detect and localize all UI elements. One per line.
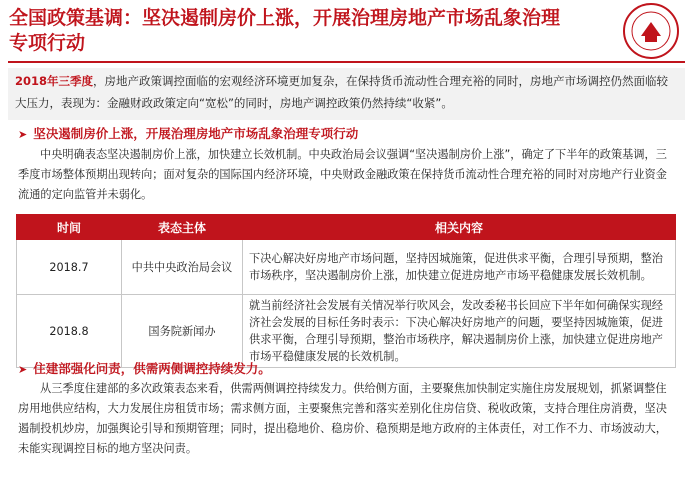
page-title <box>9 6 609 56</box>
table-row <box>17 240 676 295</box>
table-header-time: 时间 <box>17 215 122 240</box>
table-header-row <box>17 215 676 240</box>
table-header-body: 表态主体 <box>122 215 243 240</box>
section2-paragraph: 从三季度住建部的多次政策表态来看，供需两侧调控持续发力。供给侧方面，主要聚焦加快制定实施住房发展规划，抓紧调整住房用地供应结构，大力发展住房租赁市场；需求侧方面，主要聚焦完善和落实差别化住房信贷、税收政策，支持合理住房消费，坚决遏制投机炒房，加强舆论引导和预期管理；同时，提出稳地价、稳房价、稳预期是地方政府的主体责任，对工作不力、市场波动大，未能实现调控目标的地方坚决问责。 <box>18 382 667 455</box>
table-cell-content: 下决心解决好房地产市场问题，坚持因城施策，促进供求平衡，合理引导预期，整治市场秩序，坚决遏制房价上涨，加快建立促进房地产市场平稳健康发展长效机制。 <box>243 240 676 295</box>
section2-heading-text: 住建部强化问责，供需两侧调控持续发力。 <box>33 361 271 376</box>
section1-heading-text: 坚决遏制房价上涨，开展治理房地产市场乱象治理专项行动 <box>33 126 359 141</box>
table-cell-body: 中共中央政治局会议 <box>122 240 243 295</box>
section1-heading <box>18 125 358 144</box>
table-header-content: 相关内容 <box>243 215 676 240</box>
section1-paragraph: 中央明确表态坚决遏制房价上涨，加快建立长效机制。中央政治局会议强调“坚决遏制房价上涨”，确定了下半年的政策基调，三季度市场整体预期出现转向；面对复杂的国际国内经济环境，中央财政金融政策在保持货币流动性合理充裕的同时对房地产行业资金流通的定向监管并未弱化。 <box>18 148 667 201</box>
summary-lead: 2018年三季度 <box>15 74 94 88</box>
summary-box <box>8 68 685 120</box>
policy-table <box>16 214 676 368</box>
table-cell-content: 就当前经济社会发展有关情况举行吹风会，发改委秘书长回应下半年如何确保实现经济社会发展的目标任务时表示：下决心解决好房地产的问题，要坚持因城施策，促进供求平衡，合理引导预期，整治市场秩序，解决遏制房价上涨，加快建立促进房地产市场平稳健康发展的长效机制。 <box>243 295 676 368</box>
table-row <box>17 295 676 368</box>
title-divider <box>8 61 685 63</box>
summary-text: ，房地产政策调控面临的宏观经济环境更加复杂，在保持货币流动性合理充裕的同时，房地产市场调控仍然面临较大压力，表现为：金融财政政策定向“宽松”的同时，房地产调控政策仍然持续“收紧”。 <box>15 74 669 110</box>
chevron-right-icon: ➤ <box>18 363 28 376</box>
page-title-line1: 全国政策基调：坚决遏制房价上涨，开展治理房地产市场乱象治理 <box>9 7 561 29</box>
section2-heading <box>18 360 271 379</box>
table-cell-time: 2018.7 <box>17 240 122 295</box>
table-cell-time: 2018.8 <box>17 295 122 368</box>
chevron-right-icon: ➤ <box>18 128 28 141</box>
page-title-line2: 专项行动 <box>9 32 86 54</box>
table-cell-body: 国务院新闻办 <box>122 295 243 368</box>
company-seal-logo <box>622 2 680 60</box>
